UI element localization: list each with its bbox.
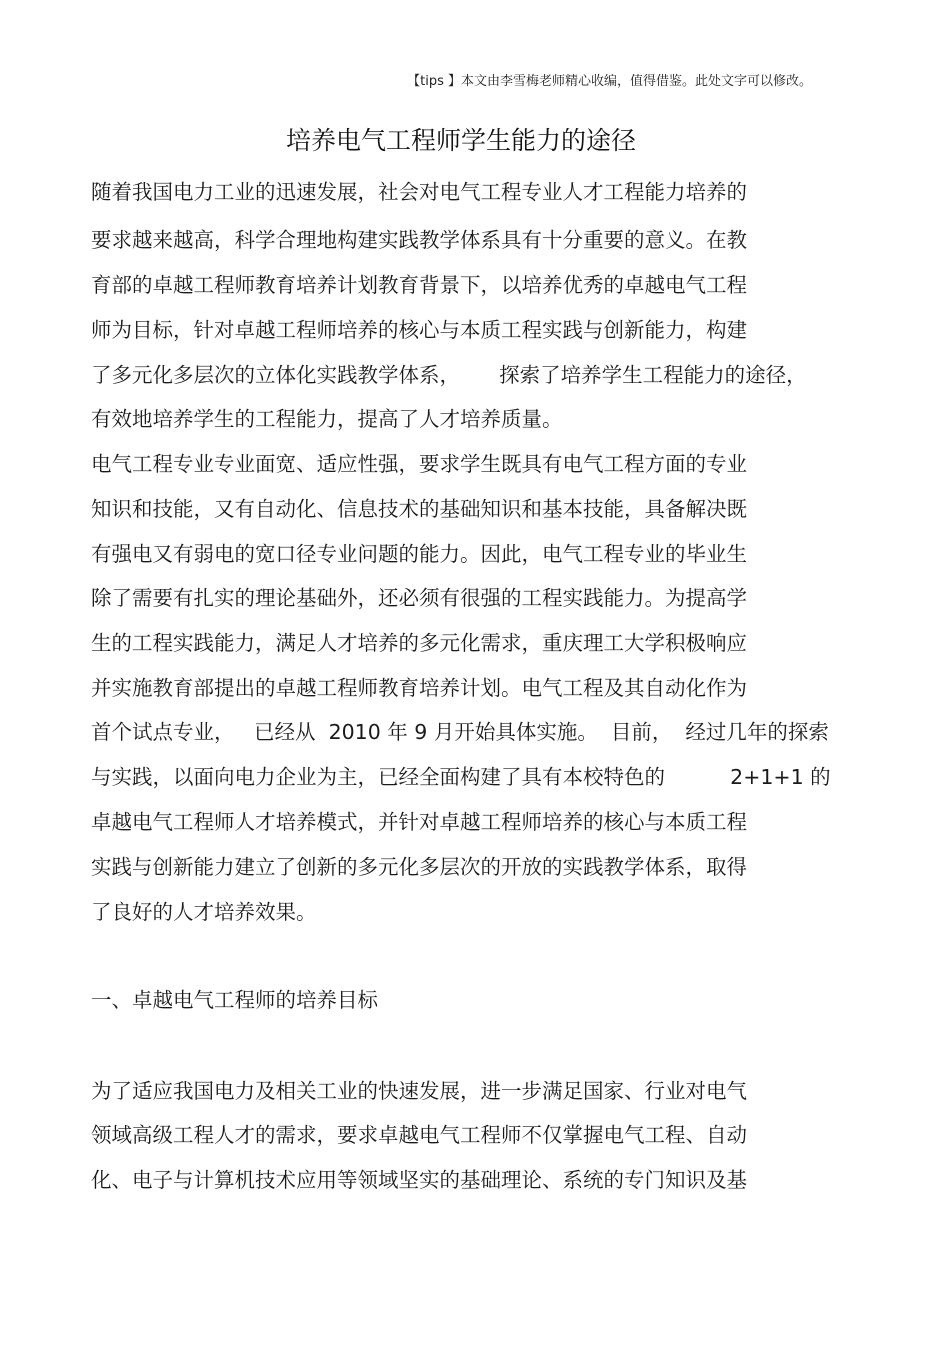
text-line: 卓越电气工程师人才培养模式，并针对卓越工程师培养的核心与本质工程	[91, 810, 747, 834]
text-line: 了多元化多层次的立体化实践教学体系， 探索了培养学生工程能力的途径，	[91, 363, 807, 387]
text-line: 了良好的人才培养效果。	[91, 900, 317, 924]
text-line: 首个试点专业， 已经从 2010 年 9 月开始具体实施。 目前， 经过几年的探索	[91, 720, 829, 744]
text-line: 化、电子与计算机技术应用等领域坚实的基础理论、系统的专门知识及基	[91, 1168, 747, 1192]
text-line: 师为目标，针对卓越工程师培养的核心与本质工程实践与创新能力，构建	[91, 318, 747, 342]
text-line: 有强电又有弱电的宽口径专业问题的能力。因此，电气工程专业的毕业生	[91, 542, 747, 566]
page-title: 培养电气工程师学生能力的途径	[285, 126, 636, 155]
section-heading: 一、卓越电气工程师的培养目标	[91, 988, 378, 1012]
text-line: 知识和技能，又有自动化、信息技术的基础知识和基本技能，具备解决既	[91, 497, 747, 521]
text-line: 生的工程实践能力，满足人才培养的多元化需求，重庆理工大学积极响应	[91, 631, 747, 655]
text-line: 实践与创新能力建立了创新的多元化多层次的开放的实践教学体系，取得	[91, 855, 747, 879]
text-line: 随着我国电力工业的迅速发展，社会对电气工程专业人才工程能力培养的	[91, 180, 747, 204]
tips-note: 【tips 】本文由李雪梅老师精心收编，值得借鉴。此处文字可以修改。	[407, 74, 812, 89]
text-line: 领域高级工程人才的需求，要求卓越电气工程师不仅掌握电气工程、自动	[91, 1123, 747, 1147]
text-line: 与实践，以面向电力企业为主，已经全面构建了具有本校特色的 2+1+1 的	[91, 765, 831, 789]
text-line: 为了适应我国电力及相关工业的快速发展，进一步满足国家、行业对电气	[91, 1079, 747, 1103]
text-line: 除了需要有扎实的理论基础外，还必须有很强的工程实践能力。为提高学	[91, 586, 747, 610]
text-line: 并实施教育部提出的卓越工程师教育培养计划。电气工程及其自动化作为	[91, 676, 747, 700]
text-line: 育部的卓越工程师教育培养计划教育背景下，以培养优秀的卓越电气工程	[91, 273, 747, 297]
text-line: 要求越来越高，科学合理地构建实践教学体系具有十分重要的意义。在教	[91, 228, 747, 252]
text-line: 电气工程专业专业面宽、适应性强，要求学生既具有电气工程方面的专业	[91, 452, 747, 476]
text-line: 有效地培养学生的工程能力，提高了人才培养质量。	[91, 407, 563, 431]
